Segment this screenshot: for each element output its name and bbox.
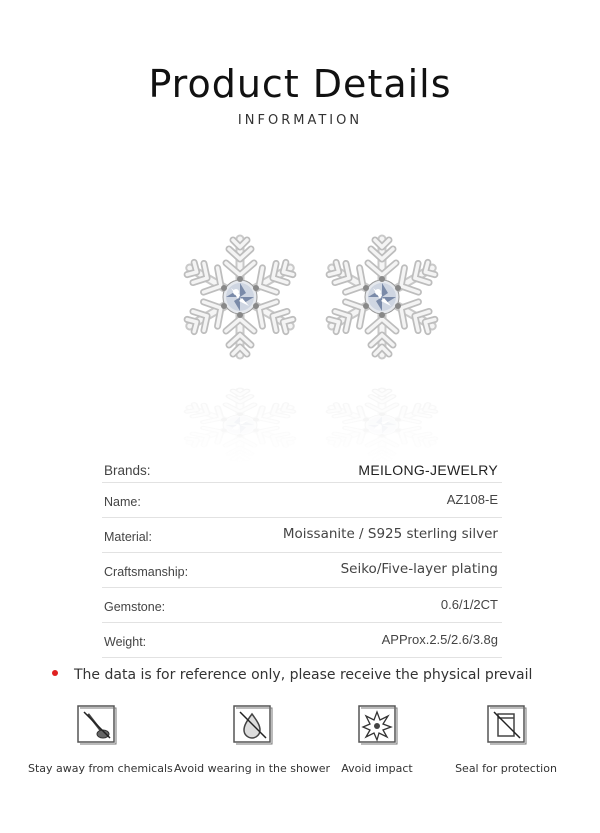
spec-row-craftsmanship: [102, 553, 502, 588]
care-item-shower: [174, 704, 330, 775]
care-item-chemicals: [28, 704, 173, 775]
care-label: Seal for protection: [455, 762, 557, 775]
spec-value: MEILONG-JEWELRY: [358, 462, 498, 478]
spec-label: Name:: [104, 495, 141, 509]
disclaimer-text: The data is for reference only, please receive the physical prevail: [74, 667, 533, 683]
chemical-icon: [74, 704, 118, 748]
care-item-seal: [450, 704, 562, 775]
spec-value: APProx.2.5/2.6/3.8g: [381, 632, 498, 647]
spec-row-material: [102, 518, 502, 553]
spec-label: Gemstone:: [104, 600, 166, 614]
spec-row-weight: [102, 623, 502, 658]
spec-label: Material:: [104, 530, 152, 544]
page-title: Product Details: [148, 62, 452, 106]
spec-row-gemstone: [102, 588, 502, 623]
seal-icon: [484, 704, 528, 748]
spec-value: AZ108-E: [446, 492, 498, 507]
spec-row-name: [102, 483, 502, 518]
care-label: Stay away from chemicals: [28, 762, 173, 775]
spec-value: Seiko/Five-layer plating: [340, 561, 498, 577]
impact-icon: [355, 704, 399, 748]
bullet-dot-icon: [52, 670, 58, 676]
spec-row-brands: [102, 452, 502, 483]
care-item-impact: [330, 704, 424, 775]
care-label: Avoid wearing in the shower: [174, 762, 330, 775]
product-image: [160, 215, 460, 465]
spec-label: Craftsmanship:: [104, 565, 189, 579]
page-subtitle: INFORMATION: [237, 113, 363, 128]
care-label: Avoid impact: [341, 762, 413, 775]
shower-icon: [230, 704, 274, 748]
disclaimer-note: [52, 667, 532, 683]
spec-value: Moissanite / S925 sterling silver: [282, 526, 498, 542]
spec-table: [102, 452, 502, 658]
spec-label: Weight:: [104, 635, 147, 649]
spec-label: Brands:: [104, 463, 151, 478]
spec-value: 0.6/1/2CT: [440, 597, 498, 612]
